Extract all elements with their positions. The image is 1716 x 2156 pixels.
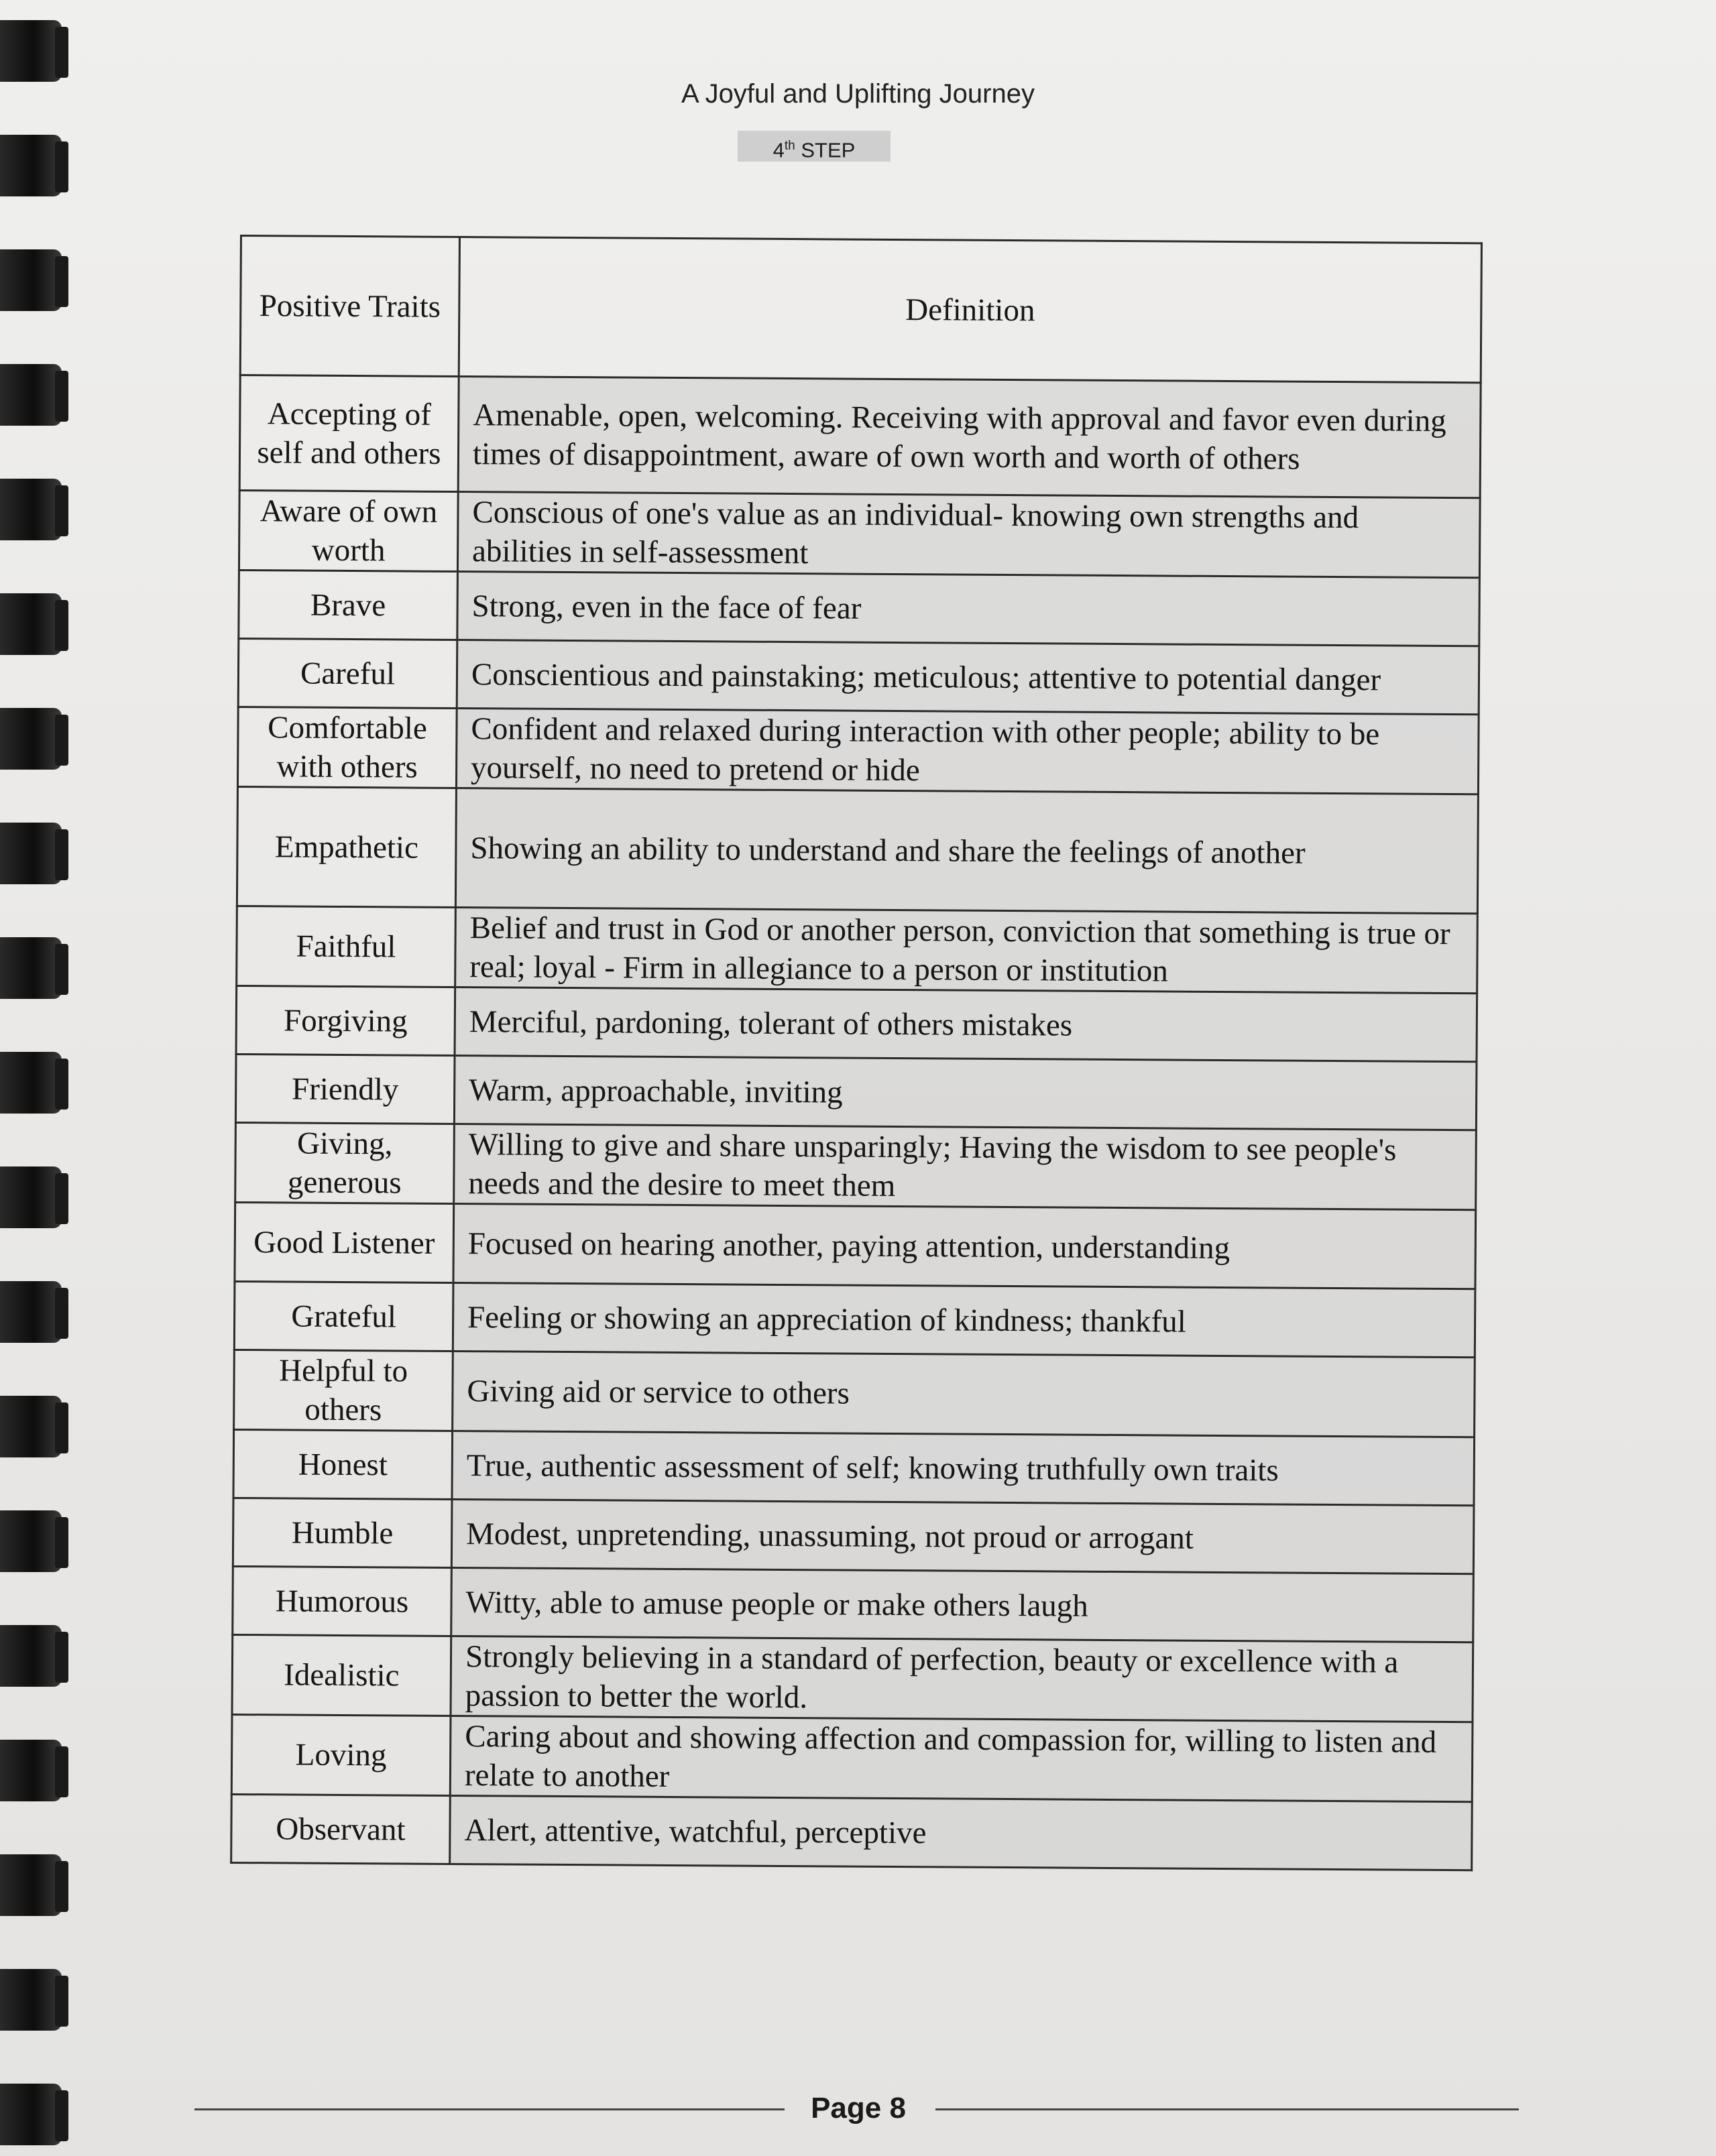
step-suffix: th bbox=[784, 139, 795, 153]
binding-coil bbox=[0, 249, 62, 311]
trait-cell: Helpful to others bbox=[234, 1350, 453, 1431]
trait-cell: Loving bbox=[231, 1714, 451, 1795]
trait-cell: Honest bbox=[233, 1429, 453, 1499]
trait-cell: Good Listener bbox=[235, 1202, 454, 1282]
step-badge bbox=[738, 131, 891, 162]
definition-cell: Alert, attentive, watchful, perceptive bbox=[450, 1795, 1473, 1870]
trait-cell: Accepting of self and others bbox=[239, 375, 459, 492]
trait-cell: Brave bbox=[239, 570, 458, 640]
table-row bbox=[231, 1714, 1473, 1801]
trait-cell: Empathetic bbox=[237, 786, 456, 907]
table-row bbox=[237, 707, 1479, 794]
definition-cell: Warm, approachable, inviting bbox=[454, 1055, 1477, 1130]
binding-coil bbox=[0, 823, 62, 884]
definition-cell: Showing an ability to understand and share the feelings of another bbox=[455, 788, 1478, 913]
definition-cell: Amenable, open, welcoming. Receiving with approval and favor even during times of disappointment, aware of own worth and worth of others bbox=[458, 376, 1481, 497]
trait-cell: Grateful bbox=[234, 1281, 453, 1351]
definition-cell: Giving aid or service to others bbox=[453, 1351, 1475, 1437]
trait-cell: Giving, generous bbox=[235, 1122, 455, 1203]
binding-coil bbox=[0, 135, 62, 196]
table-row bbox=[239, 491, 1480, 578]
table-row bbox=[232, 1634, 1473, 1722]
table-row bbox=[233, 1429, 1475, 1505]
table-row bbox=[233, 1498, 1474, 1573]
definition-cell: Strong, even in the face of fear bbox=[457, 571, 1480, 646]
trait-cell: Forgiving bbox=[236, 985, 455, 1055]
trait-cell: Humble bbox=[233, 1498, 452, 1567]
binding-coil bbox=[0, 593, 62, 655]
step-word: STEP bbox=[801, 138, 856, 162]
definition-cell: Confident and relaxed during interaction with other people; ability to be yourself, no need to pretend or hide bbox=[456, 708, 1479, 794]
binding-coil bbox=[0, 20, 62, 82]
trait-cell: Observant bbox=[231, 1794, 451, 1864]
table-row bbox=[234, 1350, 1475, 1437]
table-row bbox=[235, 1122, 1477, 1209]
definition-cell: Conscious of one's value as an individual- knowing own strengths and abilities in self-assessment bbox=[457, 491, 1480, 577]
trait-cell: Humorous bbox=[233, 1566, 452, 1636]
binding-coil bbox=[0, 1052, 62, 1114]
binding-coil bbox=[0, 1854, 62, 1916]
column-header-definition: Definition bbox=[459, 237, 1481, 383]
table-row bbox=[238, 638, 1479, 714]
table-row bbox=[239, 375, 1481, 498]
definition-cell: Modest, unpretending, unassuming, not proud or arrogant bbox=[451, 1499, 1474, 1573]
binding-coil bbox=[0, 937, 62, 999]
table-row bbox=[235, 1202, 1476, 1289]
binding-coil bbox=[0, 1740, 62, 1801]
table-body bbox=[231, 375, 1481, 1870]
positive-traits-table bbox=[230, 235, 1483, 1871]
table-row bbox=[234, 1281, 1475, 1357]
definition-cell: Feeling or showing an appreciation of kindness; thankful bbox=[453, 1282, 1475, 1357]
definition-cell: Focused on hearing another, paying attention, understanding bbox=[453, 1203, 1476, 1289]
definition-cell: Caring about and showing affection and compassion for, willing to listen and relate to another bbox=[450, 1716, 1473, 1801]
table-header-row bbox=[240, 236, 1481, 383]
trait-cell: Careful bbox=[238, 638, 457, 708]
trait-cell: Faithful bbox=[237, 906, 456, 987]
trait-cell: Comfortable with others bbox=[237, 707, 457, 788]
definition-cell: Merciful, pardoning, tolerant of others mistakes bbox=[455, 987, 1477, 1061]
definition-cell: Witty, able to amuse people or make others laugh bbox=[451, 1567, 1474, 1642]
table-row bbox=[236, 985, 1477, 1061]
binding-coil bbox=[0, 1625, 62, 1687]
spiral-binding bbox=[0, 0, 74, 2156]
table-row bbox=[239, 570, 1480, 646]
trait-cell: Friendly bbox=[235, 1054, 455, 1124]
page-number: Page 8 bbox=[811, 2092, 906, 2124]
binding-coil bbox=[0, 708, 62, 770]
trait-cell: Aware of own worth bbox=[239, 491, 458, 572]
table-row bbox=[231, 1794, 1473, 1870]
footer-rule-right bbox=[935, 2108, 1519, 2110]
table-row bbox=[237, 906, 1478, 993]
binding-coil bbox=[0, 1281, 62, 1343]
column-header-trait: Positive Traits bbox=[240, 236, 459, 377]
binding-coil bbox=[0, 1969, 62, 2031]
binding-coil bbox=[0, 2084, 62, 2145]
page-header-title: A Joyful and Uplifting Journey bbox=[681, 79, 1035, 109]
trait-cell: Idealistic bbox=[232, 1634, 451, 1716]
table-row bbox=[237, 786, 1478, 913]
definition-cell: Belief and trust in God or another person, conviction that something is true or real; loyal - Firm in allegiance to a person or institution bbox=[455, 907, 1478, 993]
definition-cell: Strongly believing in a standard of perfection, beauty or excellence with a passion to better the world. bbox=[451, 1636, 1473, 1722]
table-row bbox=[233, 1566, 1474, 1642]
table-row bbox=[235, 1054, 1477, 1130]
binding-coil bbox=[0, 1396, 62, 1457]
definition-cell: Conscientious and painstaking; meticulous; attentive to potential danger bbox=[457, 640, 1479, 714]
binding-coil bbox=[0, 1510, 62, 1572]
definition-cell: Willing to give and share unsparingly; Having the wisdom to see people's needs and the desire to meet them bbox=[454, 1124, 1477, 1209]
footer-rule-left bbox=[194, 2108, 785, 2110]
step-number: 4 bbox=[773, 138, 785, 162]
definition-cell: True, authentic assessment of self; knowing truthfully own traits bbox=[452, 1431, 1475, 1505]
binding-coil bbox=[0, 479, 62, 540]
binding-coil bbox=[0, 364, 62, 426]
binding-coil bbox=[0, 1166, 62, 1228]
